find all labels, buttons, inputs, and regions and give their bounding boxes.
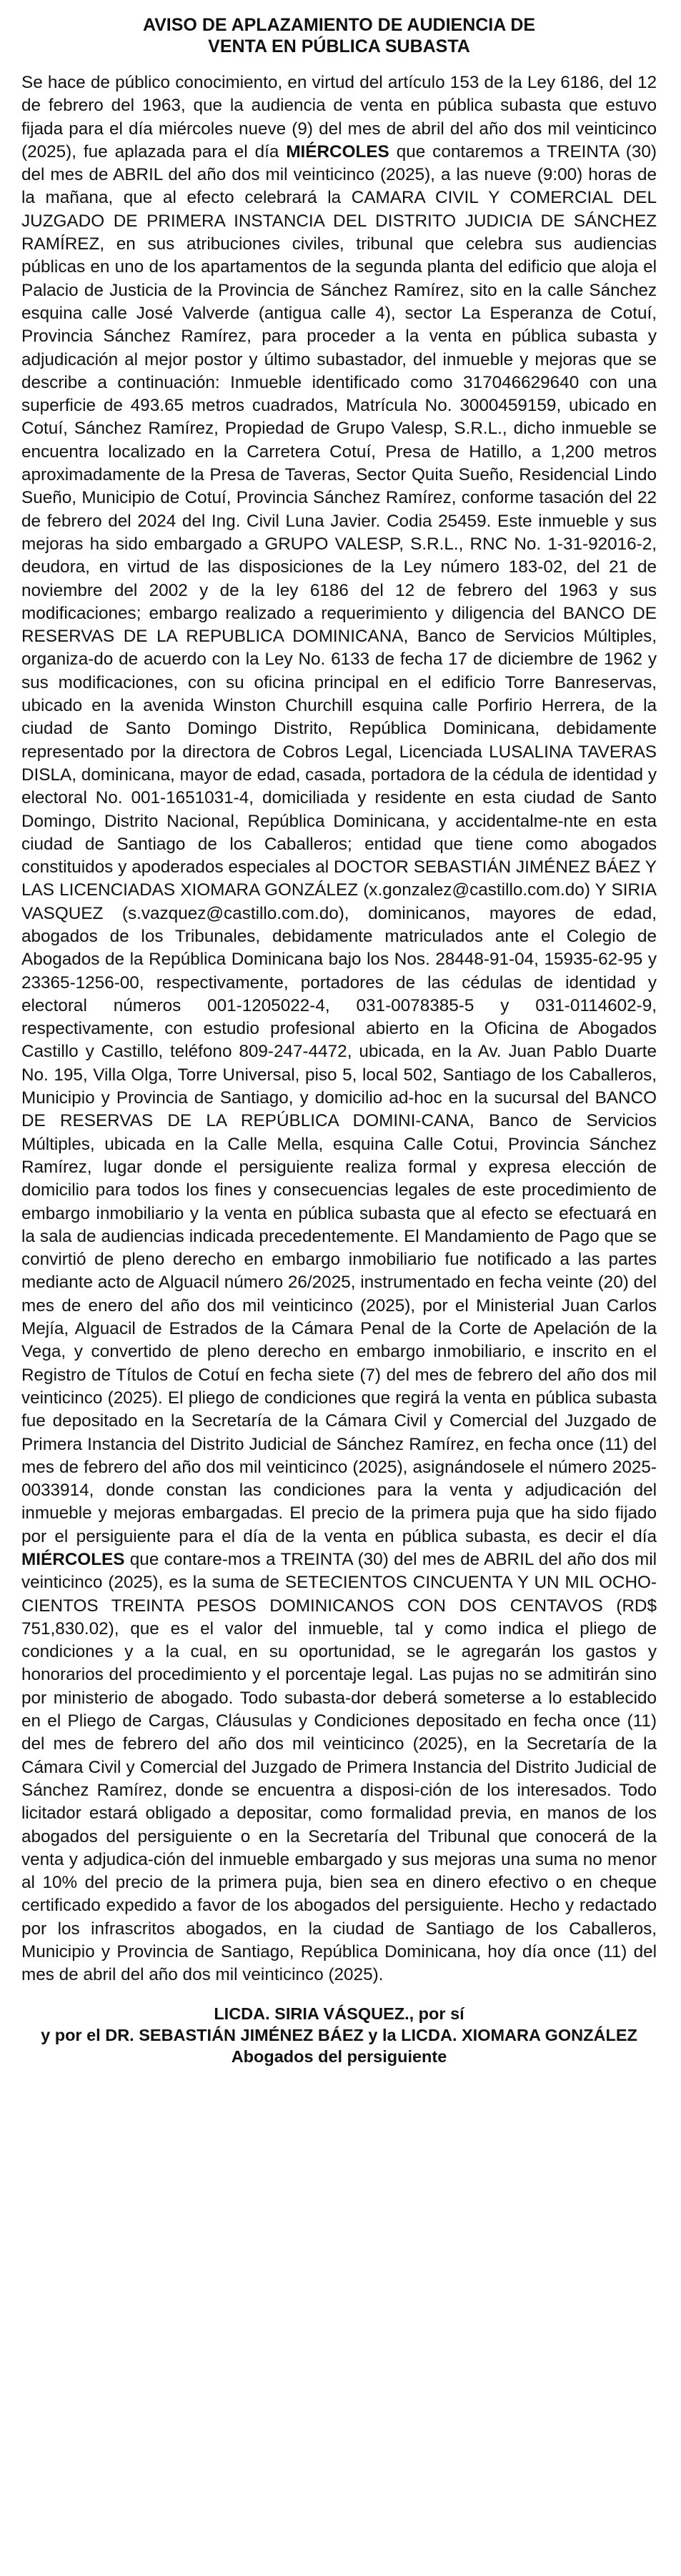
signature-line-2: y por el DR. SEBASTIÁN JIMÉNEZ BÁEZ y la LICDA. XIOMARA GONZÁLEZ xyxy=(41,2025,637,2044)
body-emphasis-2: MIÉRCOLES xyxy=(21,1550,125,1569)
signature-block xyxy=(21,2003,657,2067)
notice-title-line-2: VENTA EN PÚBLICA SUBASTA xyxy=(208,36,470,56)
body-emphasis-1: MIÉRCOLES xyxy=(286,141,389,161)
notice-body xyxy=(21,71,657,1987)
body-text-1: Se hace de público conocimiento, en virtud del artículo 153 de la Ley 6186, del 12 de febrero del 1963, que la audiencia de venta en pública subasta que estuvo fijada para el día miércoles nueve (9) del mes de abril del año dos mil veinticinco (2025), fue aplazada para el día xyxy=(21,73,657,161)
body-text-2: que contaremos a TREINTA (30) del mes de ABRIL del año dos mil veinticinco (2025), a las nueve (9:00) horas de la mañana, que al efecto celebrará la CAMARA CIVIL Y COMERCIAL DEL JUZGADO DE PRIMERA INSTANCIA DEL DISTRITO JUDICIA DE SÁNCHEZ RAMÍREZ, en sus atribuciones civiles, tribunal que celebra sus audiencias públicas en uno de los apartamentos de la segunda planta del edificio que aloja el Palacio de Justicia de la Provincia de Sánchez Ramírez, sito en la calle Sánchez esquina calle José Valverde (antigua calle 4), sector La Esperanza de Cotuí, Provincia Sánchez Ramírez, para proceder a la venta en pública subasta y adjudicación al mejor postor y último subastador, del inmueble y mejoras que se describe a continuación: Inmueble identificado como 317046629640 con una superficie de 493.65 metros cuadrados, Matrícula No. 3000459159, ubicado en Cotuí, Sánchez Ramírez, Propiedad de Grupo Valesp, S.R.L., dicho inmueble se encuentra localizado en la Carretera Cotuí, Presa de Hatillo, a 1,200 metros aproximadamente de la Presa de Taveras, Sector Quita Sueño, Residencial Lindo Sueño, Municipio de Cotuí, Provincia Sánchez Ramírez, conforme tasación del 22 de febrero del 2024 del Ing. Civil Luna Javier. Codia 25459. Este inmueble y sus mejoras ha sido embargado a GRUPO VALESP, S.R.L., RNC No. 1-31-92016-2, deudora, en virtud de las disposiciones de la Ley número 183-02, del 21 de noviembre del 2002 y de la ley 6186 del 12 de febrero del 1963 y sus modificaciones; embargo realizado a requerimiento y diligencia del BANCO DE RESERVAS DE LA REPUBLICA DOMINICANA, Banco de Servicios Múltiples, organiza-do de acuerdo con la Ley No. 6133 de fecha 17 de diciembre de 1962 y sus modificaciones, con su oficina principal en el edificio Torre Banreservas, ubicado en la avenida Winston Churchill esquina calle Porfirio Herrera, de la ciudad de Santo Domingo Distrito, República Dominicana, debidamente representado por la directora de Cobros Legal, Licenciada LUSALINA TAVERAS DISLA, dominicana, mayor de edad, casada, portadora de la cédula de identidad y electoral No. 001-1651031-4, domiciliada y residente en esta ciudad de Santo Domingo, Distrito Nacional, República Dominicana, y accidentalme-nte en esta ciudad de Santiago de los Caballeros; entidad que tiene como abogados constituidos y apoderados especiales al DOCTOR SEBASTIÁN JIMÉNEZ BÁEZ Y LAS LICENCIADAS XIOMARA GONZÁLEZ (x.gonzalez@castillo.com.do) Y SIRIA VASQUEZ (s.vazquez@castillo.com.do), dominicanos, mayores de edad, abogados de los Tribunales, debidamente matriculados ante el Colegio de Abogados de la República Dominicana bajo los Nos. 28448-91-04, 15935-62-95 y 23365-1256-00, respectivamente, portadores de las cédulas de identidad y electoral números 001-1205022-4, 031-0078385-5 y 031-0114602-9, respectivamente, con estudio profesional abierto en la Oficina de Abogados Castillo y Castillo, teléfono 809-247-4472, ubicada, en la Av. Juan Pablo Duarte No. 195, Villa Olga, Torre Universal, piso 5, local 502, Santiago de los Caballeros, Municipio y Provincia de Santiago, y domicilio ad-hoc en la sucursal del BANCO DE RESERVAS DE LA REPÚBLICA DOMINI-CANA, Banco de Servicios Múltiples, ubicada en la Calle Mella, esquina Calle Cotui, Provincia Sánchez Ramírez, lugar donde el persiguiente realiza formal y expresa elección de domicilio para todos los fines y consecuencias legales de este procedimiento de embargo inmobiliario y la venta en pública subasta que al efecto se efectuará en la sala de audiencias indicada precedentemente. El Mandamiento de Pago que se convirtió de pleno derecho en embargo inmobiliario fue notificado a las partes mediante acto de Alguacil número 26/2025, instrumentado en fecha veinte (20) del mes de enero del año dos mil veinticinco (2025), por el Ministerial Juan Carlos Mejía, Alguacil de Estrados de la Cámara Penal de la Corte de Apelación de la Vega, y convertido de pleno derecho en embargo inmobiliario, e inscrito en el Registro de Títulos de Cotuí en fecha siete (7) del mes de febrero del año dos mil veinticinco (2025). El pliego de condiciones que regirá la venta en pública subasta fue depositado en la Secretaría de la Cámara Civil y Comercial del Juzgado de Primera Instancia del Distrito Judicial de Sánchez Ramírez, en fecha once (11) del mes de febrero del año dos mil veinticinco (2025), asignándosele el número 2025-0033914, donde constan las condiciones para la venta y adjudicación del inmueble y mejoras embargadas. El precio de la primera puja que ha sido fijado por el persiguiente para el día de la venta en pública subasta, es decir el día xyxy=(21,141,657,1546)
signature-line-1: LICDA. SIRIA VÁSQUEZ., por sí xyxy=(214,2004,464,2023)
notice-title xyxy=(21,14,657,57)
signature-line-3: Abogados del persiguiente xyxy=(231,2047,447,2066)
body-text-3: que contare-mos a TREINTA (30) del mes de ABRIL del año dos mil veinticinco (2025), es la suma de SETECIENTOS CINCUENTA Y UN MIL OCHO-CIENTOS TREINTA PESOS DOMINICANOS CON DOS CENTAVOS (RD$ 751,830.02), que es el valor del inmueble, tal y como indica el pliego de condiciones y a la cual, en su oportunidad, se le agregarán los gastos y honorarios del procedimiento y el porcentaje legal. Las pujas no se admitirán sino por ministerio de abogado. Todo subasta-dor deberá someterse a lo establecido en el Pliego de Cargas, Cláusulas y Condiciones depositado en fecha once (11) del mes de febrero del año dos mil veinticinco (2025), en la Secretaría de la Cámara Civil y Comercial del Juzgado de Primera Instancia del Distrito Judicial de Sánchez Ramírez, donde se encuentra a disposi-ción de los interesados. Todo licitador estará obligado a depositar, como formalidad previa, en manos de los abogados del persiguiente o en la Secretaría del Tribunal que conocerá de la venta y adjudica-ción del inmueble embargado y sus mejoras una suma no menor al 10% del precio de la primera puja, bien sea en dinero efectivo o en cheque certificado expedido a favor de los abogados del persiguiente. Hecho y redactado por los infrascritos abogados, en la ciudad de Santiago de los Caballeros, Municipio y Provincia de Santiago, República Dominicana, hoy día once (11) del mes de abril del año dos mil veinticinco (2025). xyxy=(21,1550,657,1985)
notice-title-line-1: AVISO DE APLAZAMIENTO DE AUDIENCIA DE xyxy=(142,15,536,35)
